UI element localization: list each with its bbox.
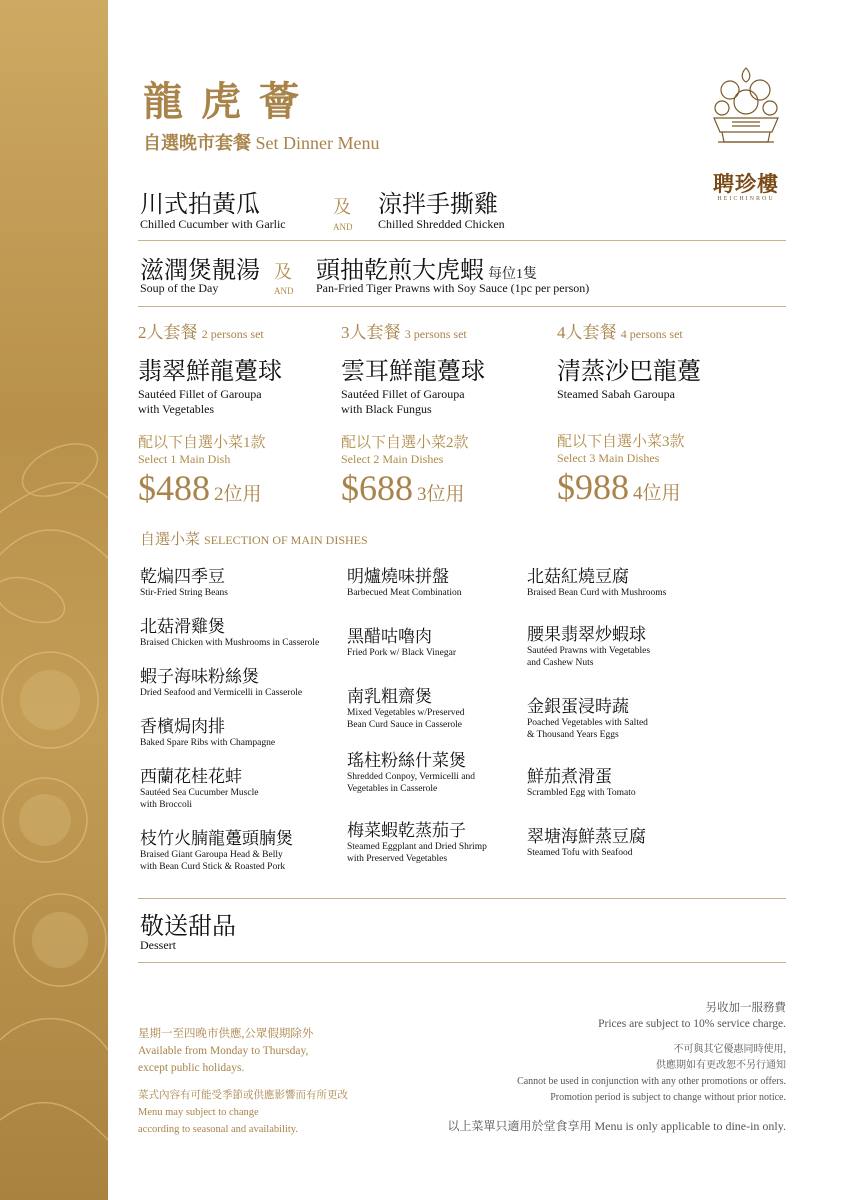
set-dish-en-2	[557, 402, 777, 416]
dish-cn: 翠塘海鮮蒸豆腐	[527, 827, 646, 846]
footer-right	[366, 1000, 786, 1134]
starter-2-en: Chilled Shredded Chicken	[378, 217, 505, 231]
set-price	[138, 467, 338, 509]
promo-note-cn: 不可與其它優惠同時使用,	[673, 1044, 786, 1055]
dish-en: Shredded Conpoy, Vermicelli and	[347, 772, 475, 782]
set-select-cn: 配以下自選小菜1款	[138, 435, 266, 451]
logo-name-en: HEICHINROU	[717, 196, 775, 202]
list-item	[347, 682, 527, 746]
set-head-cn: 2人套餐	[138, 323, 198, 342]
promo-note-en-2: Promotion period is subject to change without prior notice.	[550, 1092, 786, 1103]
list-item	[347, 816, 527, 876]
dish-cn: 瑤柱粉絲什菜煲	[347, 751, 466, 770]
list-item	[527, 762, 727, 822]
subtitle-cn: 自選晚市套餐	[143, 133, 251, 153]
dish-cn: 金銀蛋浸時蔬	[527, 697, 629, 716]
dish-cn: 枝竹火腩龍躉頭腩煲	[140, 829, 293, 848]
list-item	[140, 824, 340, 886]
dish-en: Scrambled Egg with Tomato	[527, 788, 636, 798]
set-price-value: $488	[138, 468, 210, 508]
list-item	[140, 762, 340, 824]
divider	[138, 962, 786, 963]
starter-2-cn: 涼拌手撕雞	[378, 192, 498, 218]
set-dish-en-1: Sautéed Fillet of Garoupa	[138, 387, 262, 401]
dish-en: Braised Chicken with Mushrooms in Casserole	[140, 638, 320, 648]
set-head	[138, 318, 338, 343]
dish-en-2: and Cashew Nuts	[527, 658, 594, 668]
dish-en: Braised Bean Curd with Mushrooms	[527, 588, 667, 598]
dish-en-2: Bean Curd Sauce in Casserole	[347, 720, 463, 730]
dish-en: Fried Pork w/ Black Vinegar	[347, 648, 457, 658]
dish-cn: 腰果翡翠炒蝦球	[527, 625, 646, 644]
set-dish-en-1: Sautéed Fillet of Garoupa	[341, 387, 465, 401]
dish-cn: 北菇紅燒豆腐	[527, 567, 629, 586]
dish-cn: 乾煸四季豆	[140, 567, 225, 586]
set-head-cn: 4人套餐	[557, 323, 617, 342]
list-item	[527, 822, 727, 882]
dish-en: Mixed Vegetables w/Preserved	[347, 708, 465, 718]
set-head-en: 2 persons set	[201, 327, 264, 341]
footer-left	[138, 1026, 348, 1138]
list-item	[140, 612, 340, 662]
dessert-en: Dessert	[140, 938, 176, 952]
dine-in-note: 以上菜單只適用於堂食享用 Menu is only applicable to dine-in only.	[447, 1119, 786, 1133]
logo-name-cn: 聘珍樓	[713, 172, 779, 196]
prawn-cn: 頭抽乾煎大虎蝦	[316, 258, 484, 284]
dish-cn: 蝦子海味粉絲煲	[140, 667, 259, 686]
set-3-column	[341, 318, 541, 509]
set-dish-en-2: with Vegetables	[138, 402, 215, 416]
dish-en-2: with Broccoli	[140, 800, 192, 810]
dish-en-2: with Bean Curd Stick & Roasted Pork	[140, 862, 286, 872]
dish-cn: 北菇滑雞煲	[140, 617, 225, 636]
gold-decorative-band	[0, 0, 108, 1200]
dessert-cn: 敬送甜品	[140, 914, 236, 940]
set-head-en: 4 persons set	[620, 327, 683, 341]
dish-en-2: with Preserved Vegetables	[347, 854, 448, 864]
list-item	[527, 562, 727, 620]
dish-en: Steamed Eggplant and Dried Shrimp	[347, 842, 487, 852]
set-dish-cn: 清蒸沙巴龍躉	[557, 359, 701, 385]
footer-change-en: Menu may subject to change	[138, 1107, 259, 1118]
set-dish-en-2: with Black Fungus	[341, 402, 432, 416]
dish-cn: 西蘭花桂花蚌	[140, 767, 242, 786]
service-charge-en: Prices are subject to 10% service charge.	[598, 1018, 786, 1030]
dish-en: Baked Spare Ribs with Champagne	[140, 738, 276, 748]
divider	[138, 240, 786, 241]
promo-note-en: Cannot be used in conjunction with any other promotions or offers.	[517, 1076, 786, 1087]
list-item	[347, 562, 527, 622]
list-item	[347, 622, 527, 682]
set-head	[341, 318, 541, 343]
mains-column-3	[527, 562, 727, 882]
prawn-title	[316, 250, 537, 285]
list-item	[140, 562, 340, 612]
and-en-1: AND	[333, 222, 353, 232]
set-2-column	[138, 318, 338, 509]
footer-change-en-2: according to seasonal and availability.	[138, 1124, 298, 1135]
selection-heading-en: SELECTION OF MAIN DISHES	[204, 533, 368, 547]
mains-column-2	[347, 562, 527, 876]
set-price-value: $988	[557, 467, 629, 507]
set-head-cn: 3人套餐	[341, 323, 401, 342]
selection-heading	[140, 528, 368, 549]
dish-en: Stir-Fried String Beans	[140, 588, 228, 598]
dish-en: Barbecued Meat Combination	[347, 588, 462, 598]
set-select-cn: 配以下自選小菜2款	[341, 435, 469, 451]
footer-change-cn: 菜式內容有可能受季節或供應影響而有所更改	[138, 1090, 348, 1101]
list-item	[527, 692, 727, 762]
set-dish-en-1: Steamed Sabah Garoupa	[557, 387, 675, 401]
list-item	[527, 620, 727, 692]
footer-availability-en: Available from Monday to Thursday,	[138, 1045, 309, 1057]
dish-en: Steamed Tofu with Seafood	[527, 848, 633, 858]
set-head-en: 3 persons set	[404, 327, 467, 341]
divider	[138, 306, 786, 307]
mains-column-1	[140, 562, 340, 886]
starter-1-cn: 川式拍黃瓜	[140, 192, 260, 218]
selection-heading-cn: 自選小菜	[140, 532, 201, 548]
set-select-en: Select 1 Main Dish	[138, 452, 231, 466]
set-head	[557, 318, 777, 343]
set-dish-cn: 翡翠鮮龍躉球	[138, 359, 282, 385]
soup-en: Soup of the Day	[140, 281, 219, 295]
flower-basket-icon	[700, 60, 792, 165]
dish-cn: 梅菜蝦乾蒸茄子	[347, 821, 466, 840]
dish-cn: 鮮茄煮滑蛋	[527, 767, 612, 786]
set-4-column	[557, 318, 777, 508]
starter-1-en: Chilled Cucumber with Garlic	[140, 217, 286, 231]
footer-availability-cn: 星期一至四晚市供應,公眾假期除外	[138, 1028, 314, 1040]
list-item	[140, 712, 340, 762]
set-select-en: Select 2 Main Dishes	[341, 452, 444, 466]
dish-en-2: Vegetables in Casserole	[347, 784, 438, 794]
dish-en: Poached Vegetables with Salted	[527, 718, 648, 728]
soup-cn: 滋潤煲靚湯	[140, 258, 260, 284]
dish-cn: 黑醋咕嚕肉	[347, 627, 432, 646]
set-select-cn: 配以下自選小菜3款	[557, 434, 685, 450]
set-dish-cn: 雲耳鮮龍躉球	[341, 359, 485, 385]
prawn-en: Pan-Fried Tiger Prawns with Soy Sauce (1pc per person)	[316, 281, 590, 295]
dish-cn: 香檳焗肉排	[140, 717, 225, 736]
set-price	[341, 467, 541, 509]
dish-cn: 南乳粗齋煲	[347, 687, 432, 706]
and-cn-2: 及	[274, 262, 292, 282]
list-item	[140, 662, 340, 712]
prawn-note: 每位1隻	[488, 267, 537, 282]
page-subtitle	[143, 129, 379, 155]
dish-en: Dried Seafood and Vermicelli in Casserole	[140, 688, 303, 698]
footer-availability-en-2: except public holidays.	[138, 1062, 245, 1074]
dish-en-2: & Thousand Years Eggs	[527, 730, 619, 740]
dish-en: Braised Giant Garoupa Head & Belly	[140, 850, 283, 860]
list-item	[347, 746, 527, 816]
page-title: 龍虎薈	[143, 79, 317, 124]
set-price-unit: 2位用	[214, 484, 262, 505]
dish-en: Sautéed Prawns with Vegetables	[527, 646, 651, 656]
set-price	[557, 466, 777, 508]
dish-en: Sautéed Sea Cucumber Muscle	[140, 788, 259, 798]
set-price-value: $688	[341, 468, 413, 508]
dish-cn: 明爐燒味拼盤	[347, 567, 449, 586]
lychee-pattern-icon	[0, 0, 108, 1200]
set-price-unit: 3位用	[417, 484, 465, 505]
divider	[138, 898, 786, 899]
set-select-en: Select 3 Main Dishes	[557, 451, 660, 465]
set-price-unit: 4位用	[633, 483, 681, 504]
subtitle-en: Set Dinner Menu	[255, 133, 380, 153]
service-charge-cn: 另收加一服務費	[705, 1002, 786, 1014]
promo-note-cn-2: 供應期如有更改恕不另行通知	[656, 1060, 786, 1071]
and-en-2: AND	[274, 286, 294, 296]
and-cn-1: 及	[333, 197, 351, 217]
